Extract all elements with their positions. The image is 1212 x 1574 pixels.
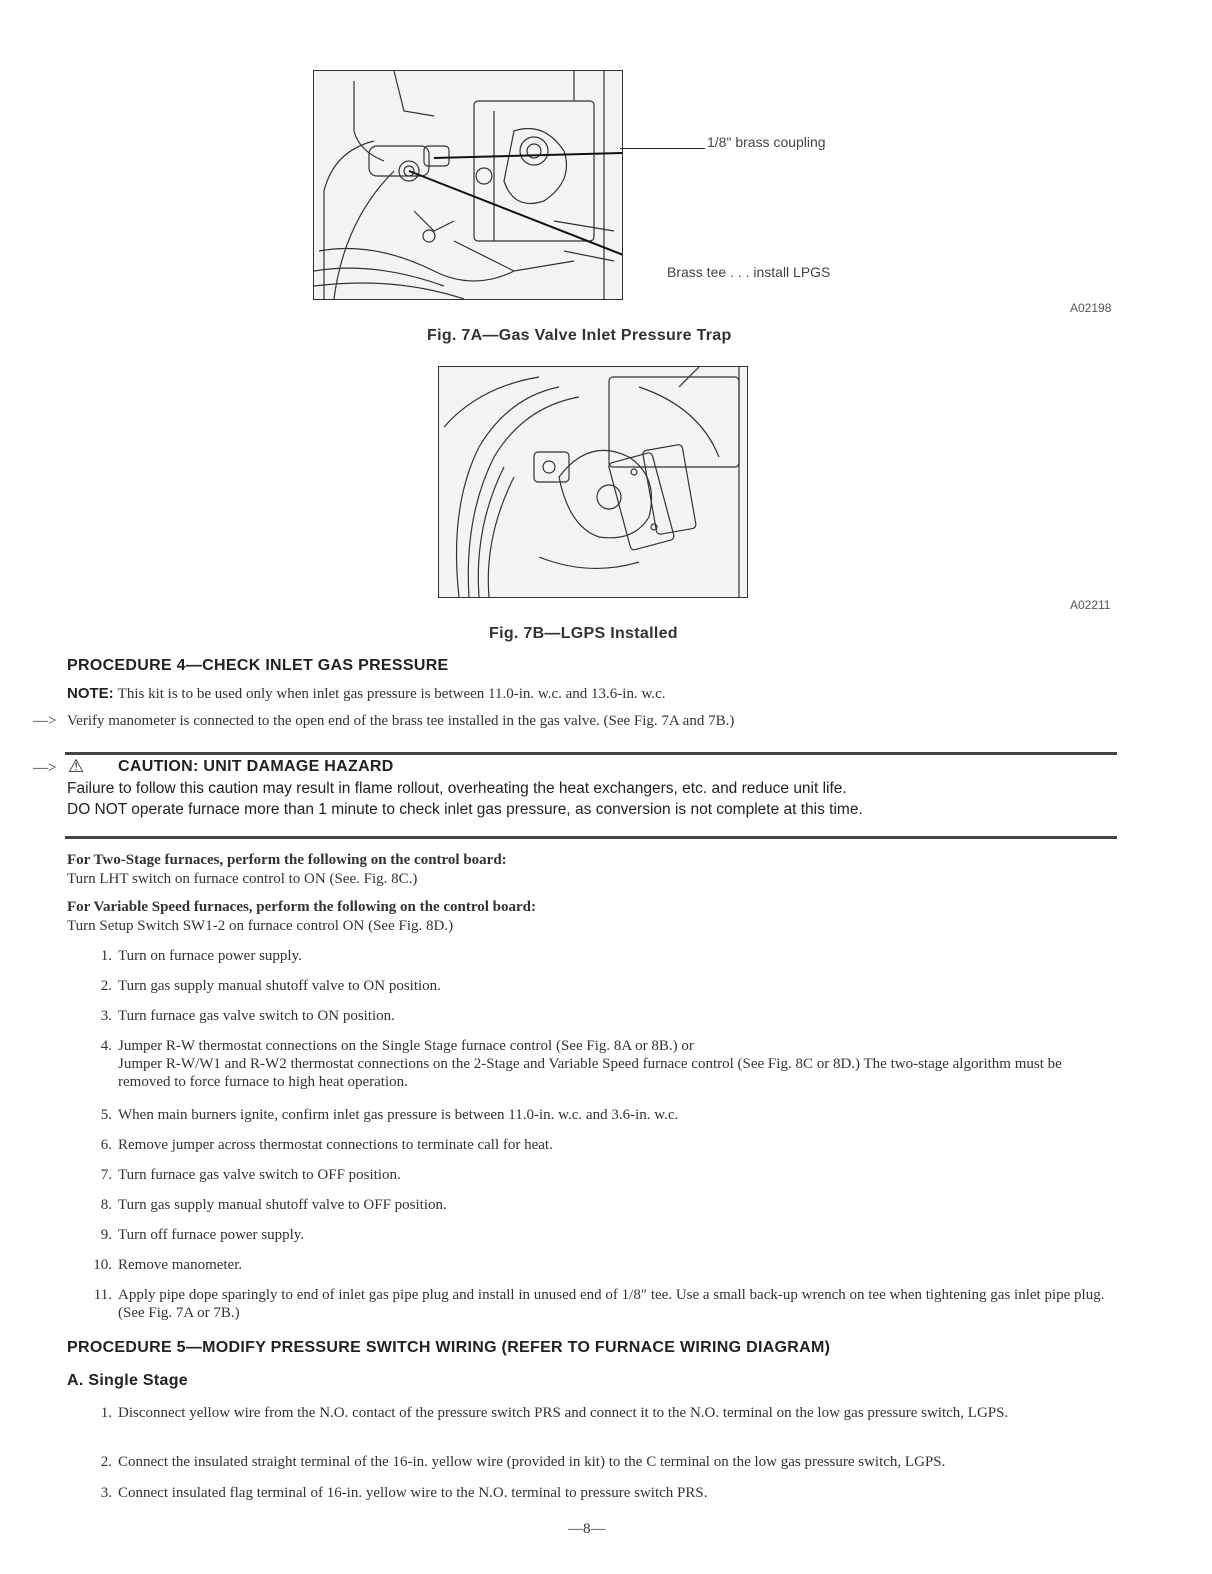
two-stage-heading: For Two-Stage furnaces, perform the following on the control board: xyxy=(67,852,507,868)
caution-line-1: Failure to follow this caution may result in flame rollout, overheating the heat exchangers, etc. and reduce unit life. xyxy=(67,780,847,797)
step-4-line-1: Jumper R-W thermostat connections on the Single Stage furnace control (See Fig. 8A or 8B.) or xyxy=(118,1038,694,1054)
procedure-5-heading: PROCEDURE 5—MODIFY PRESSURE SWITCH WIRING (REFER TO FURNACE WIRING DIAGRAM) xyxy=(67,1339,831,1356)
variable-speed-text: Turn Setup Switch SW1-2 on furnace control ON (See Fig. 8D.) xyxy=(67,918,454,934)
lgps-installed-illustration xyxy=(439,367,747,597)
change-arrow-caution: —> xyxy=(33,760,57,776)
note-text: This kit is to be used only when inlet gas pressure is between 11.0-in. w.c. and 13.6-in. w.c. xyxy=(117,686,666,702)
variable-speed-heading: For Variable Speed furnaces, perform the following on the control board: xyxy=(67,899,537,915)
caution-line-2: DO NOT operate furnace more than 1 minute to check inlet gas pressure, as conversion is not complete at this time. xyxy=(67,801,863,818)
change-arrow-verify: —> xyxy=(33,713,57,729)
step-4-line-2: Jumper R-W/W1 and R-W2 thermostat connections on the 2-Stage and Variable Speed furnace control (See Fig. 8C or 8D.) The two-stage algorithm must be removed to force furnace to high heat operation. xyxy=(118,1056,1062,1090)
page-number: —8— xyxy=(568,1521,606,1537)
verify-manometer-text: Verify manometer is connected to the open end of the brass tee installed in the gas valve. (See Fig. 7A and 7B.) xyxy=(67,713,735,729)
figure-7b-photo xyxy=(438,366,748,598)
figure-caption-7b: Fig. 7B—LGPS Installed xyxy=(489,625,678,642)
two-stage-text: Turn LHT switch on furnace control to ON (See. Fig. 8C.) xyxy=(67,871,418,887)
caution-bottom-rule xyxy=(65,836,1117,839)
single-stage-subheading: A. Single Stage xyxy=(67,1372,188,1389)
figure-code-7a: A02198 xyxy=(1070,301,1112,315)
figure-caption-7a: Fig. 7A—Gas Valve Inlet Pressure Trap xyxy=(427,327,732,344)
callout-brass-coupling: 1/8" brass coupling xyxy=(707,134,826,150)
note-paragraph xyxy=(67,685,665,703)
figure-code-7b: A02211 xyxy=(1070,598,1111,612)
callout-leader-coupling xyxy=(620,148,705,149)
callout-brass-tee: Brass tee . . . install LPGS xyxy=(667,264,831,280)
note-label: NOTE: xyxy=(67,685,114,702)
caution-title: CAUTION: UNIT DAMAGE HAZARD xyxy=(118,758,394,775)
caution-top-rule xyxy=(65,752,1117,755)
warning-icon: ⚠ xyxy=(68,756,85,777)
procedure-4-heading: PROCEDURE 4—CHECK INLET GAS PRESSURE xyxy=(67,657,449,674)
figure-7a-photo xyxy=(313,70,623,300)
gas-valve-illustration xyxy=(314,71,622,299)
